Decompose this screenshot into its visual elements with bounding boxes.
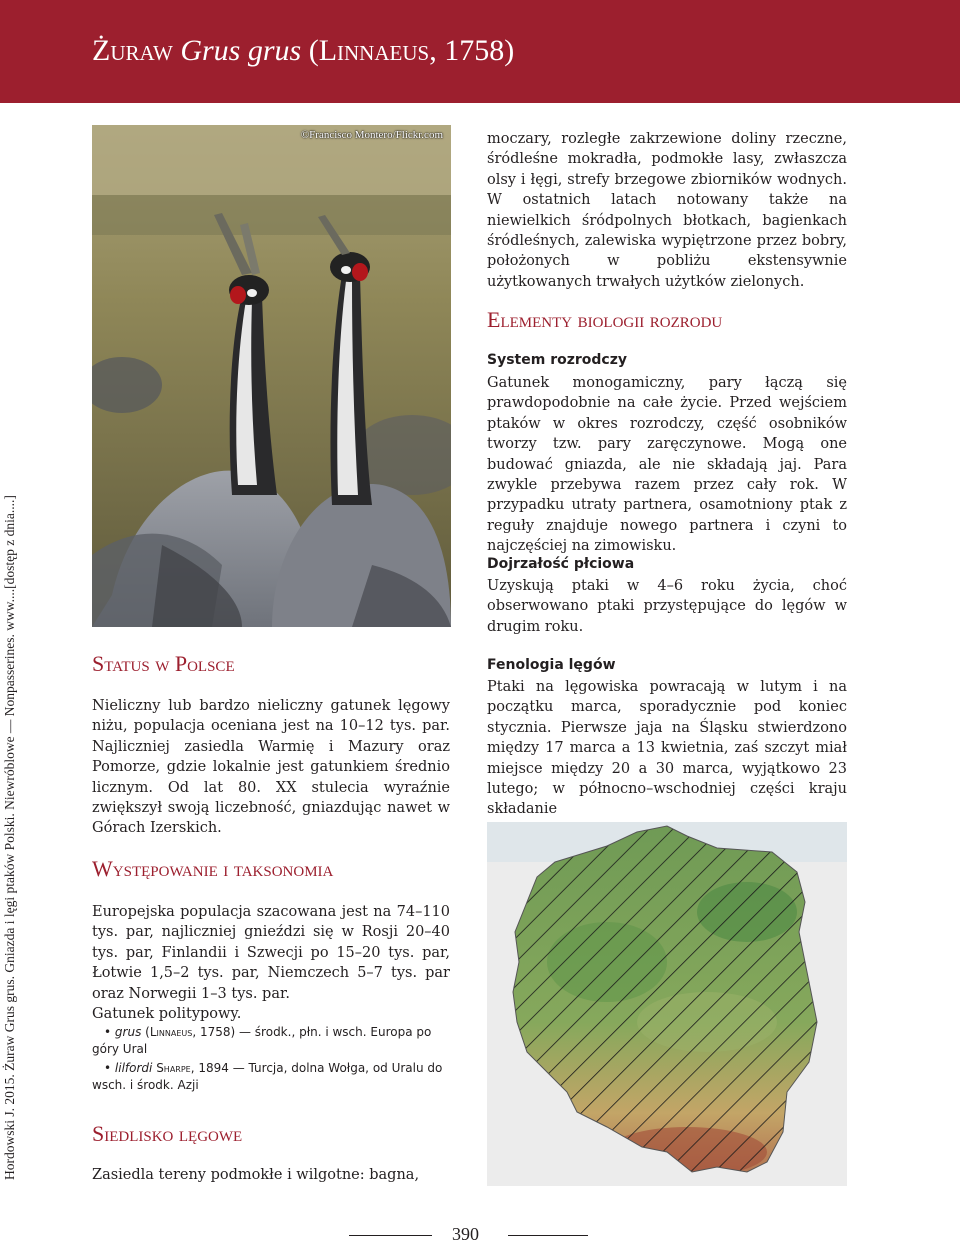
subspecies-item bbox=[92, 1024, 450, 1057]
subspecies-range: — środk., płn. i wsch. Europa po góry Ural bbox=[92, 1025, 432, 1056]
footer-line-right bbox=[508, 1235, 588, 1236]
subspecies-list bbox=[92, 1024, 450, 1093]
crane-photo-illustration bbox=[92, 125, 451, 627]
page-number: 390 bbox=[452, 1224, 479, 1242]
occurrence-text bbox=[92, 902, 450, 1024]
system-text: Gatunek monogamiczny, pary łączą się prawdopodobnie na całe życie. Przed wejściem ptaków w okres rozrodczy, część osobników tworzy tzw. pary zaręczynowe. Mogą one budować gniazda, ale nie składają jaj. Para zwykle przebywa razem przez cały rok. W przypadku utraty partnera, osamotniony ptak z reguły znajduje nowego partnera i czyni to najczęściej na zimowisku. bbox=[487, 375, 847, 555]
side-citation: Hordowski J. 2015. Żuraw Grus grus. Gniazda i lęgi ptaków Polski. Niewróblowe — Nonpasserines. www....[dostęp z dnia....] bbox=[2, 495, 17, 1180]
occurrence-population: Europejska populacja szacowana jest na 74–110 tys. par, najliczniej gnieździ się w Rosji 20–40 tys. par, Finlandii i Szwecji po 15–20 tys. par, Łotwie 1,5–2 tys. par, Niemczech 5–7 tys. par oraz Norwegii 1–3 tys. par. bbox=[92, 904, 450, 1002]
title-latin-name: Grus grus bbox=[180, 34, 302, 67]
subspecies-name: lilfordi bbox=[114, 1061, 153, 1075]
title-year: , 1758) bbox=[429, 34, 515, 67]
subspecies-year: , 1894 bbox=[190, 1061, 229, 1075]
breeding-heading: Elementy biologii rozrodu bbox=[487, 307, 723, 332]
subspecies-year: , 1758) bbox=[192, 1025, 236, 1039]
system-heading: System rozrodczy bbox=[487, 352, 627, 368]
crane-photo bbox=[92, 125, 451, 627]
page-title bbox=[92, 34, 514, 68]
subspecies-paren: ( bbox=[141, 1025, 150, 1039]
occurrence-polytypic: Gatunek politypowy. bbox=[92, 1006, 242, 1023]
status-heading: Status w Polsce bbox=[92, 651, 235, 676]
subspecies-name: grus bbox=[114, 1025, 142, 1039]
subspecies-author: Linnaeus bbox=[149, 1025, 193, 1039]
title-common-name: Żuraw bbox=[92, 34, 173, 67]
photo-credit: ©Francisco Montero/Flickr.com bbox=[300, 129, 443, 141]
poland-map-illustration bbox=[487, 822, 847, 1186]
status-text: Nieliczny lub bardzo nieliczny gatunek lęgowy niżu, populacja oceniana jest na 10–12 tys. par. Najliczniej zasiedla Warmię i Mazury oraz Pomorze, gdzie lokalnie jest gatunkiem średnio licznym. Od lat 80. XX stulecia wyraźnie zwiększył swoją liczebność, gniazdując nawet w Górach Izerskich. bbox=[92, 698, 450, 837]
bullet-icon: • bbox=[104, 1061, 112, 1075]
phenology-text: Ptaki na lęgowiska powracają w lutym i na początku marca, sporadycznie pod koniec stycznia. Pierwsze jaja na Śląsku stwierdzono między 17 marca a 13 kwietnia, zaś szczyt miał miejsce między 20 a 30 marca, wyjątkowo 23 lutego; w północno–wschodniej części kraju składanie bbox=[487, 679, 847, 818]
distribution-map bbox=[487, 822, 847, 1186]
title-author: Linnaeus bbox=[318, 34, 430, 67]
occurrence-heading: Występowanie i taksonomia bbox=[92, 856, 334, 881]
maturity-text: Uzyskują ptaki w 4–6 roku życia, choć obserwowano ptaki przystępujące do lęgów w drugim roku. bbox=[487, 578, 847, 635]
subspecies-range: — Turcja, dolna Wołga, od Uralu do wsch. i środk. Azji bbox=[92, 1061, 443, 1092]
habitat-heading: Siedlisko lęgowe bbox=[92, 1121, 243, 1146]
habitat-text-left: Zasiedla tereny podmokłe i wilgotne: bagna, bbox=[92, 1167, 420, 1183]
maturity-heading: Dojrzałość płciowa bbox=[487, 556, 635, 572]
phenology-heading: Fenologia lęgów bbox=[487, 657, 616, 673]
footer-line-left bbox=[349, 1235, 432, 1236]
subspecies-author: Sharpe bbox=[156, 1061, 191, 1075]
bullet-icon: • bbox=[104, 1025, 112, 1039]
subspecies-item bbox=[92, 1060, 450, 1093]
page-header-band bbox=[0, 0, 960, 103]
habitat-text-right: moczary, rozległe zakrzewione doliny rzeczne, śródleśne mokradła, podmokłe lasy, zwłaszcza olsy i łęgi, strefy brzegowe zbiorników wodnych. W ostatnich latach notowany także na niewielkich śródpolnych błotkach, bagienkach śródleśnych, zalewiska wypiętrzone przez bobry, położonych w pobliżu ekstensywnie użytkowanych trwałych użytków zielonych. bbox=[487, 131, 847, 290]
title-paren: ( bbox=[308, 34, 319, 67]
